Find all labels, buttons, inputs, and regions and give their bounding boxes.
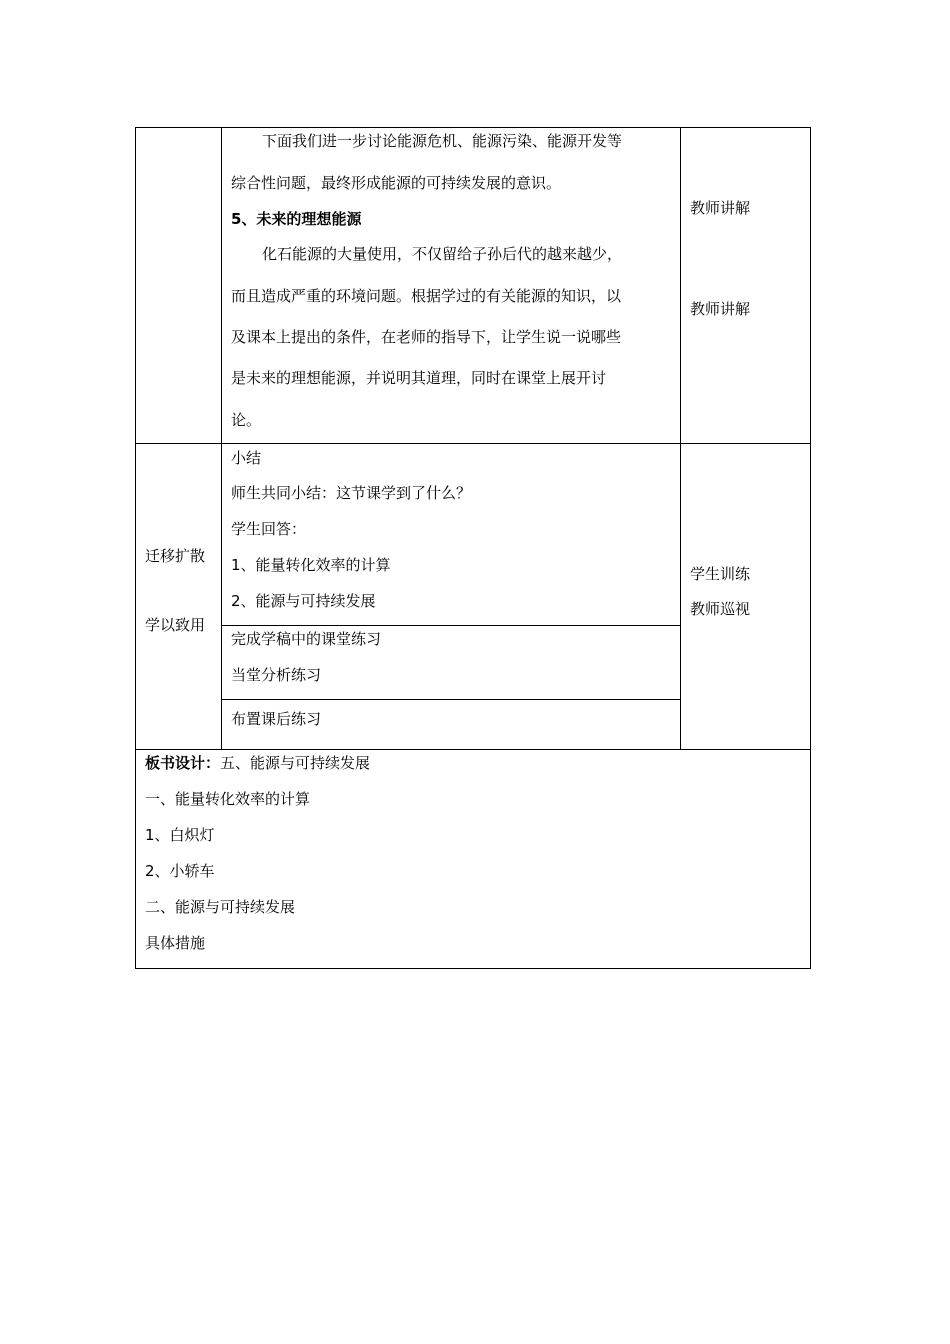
paragraph-line: 化石能源的大量使用，不仅留给子孙后代的越来越少， <box>262 245 623 263</box>
board-design-heading <box>145 753 370 773</box>
row-divider <box>135 749 811 750</box>
board-line: 二、能源与可持续发展 <box>145 898 296 916</box>
table-border-left <box>135 127 136 969</box>
row-divider <box>135 443 811 444</box>
board-design-title: 五、能源与可持续发展 <box>220 754 371 772</box>
board-line: 2、小轿车 <box>145 862 215 880</box>
teaching-note: 教师巡视 <box>690 600 751 618</box>
cell-divider <box>221 625 680 626</box>
lesson-plan-table <box>135 127 811 969</box>
column-divider <box>221 127 222 749</box>
practice-line: 当堂分析练习 <box>231 666 322 684</box>
paragraph-line: 及课本上提出的条件，在老师的指导下，让学生说一说哪些 <box>231 328 622 346</box>
board-line: 一、能量转化效率的计算 <box>145 790 311 808</box>
paragraph-line: 而且造成严重的环境问题。根据学过的有关能源的知识，以 <box>231 287 622 305</box>
section-heading: 5、未来的理想能源 <box>231 210 362 228</box>
summary-line: 学生回答： <box>231 520 307 538</box>
paragraph-line: 综合性问题，最终形成能源的可持续发展的意识。 <box>231 174 562 192</box>
table-border-top <box>135 127 811 128</box>
teaching-note: 学生训练 <box>690 565 751 583</box>
paragraph-line: 论。 <box>231 411 262 429</box>
teaching-note: 教师讲解 <box>690 300 751 318</box>
column-divider <box>680 127 681 749</box>
stage-label: 学以致用 <box>145 616 206 634</box>
board-design-label: 板书设计： <box>145 754 221 772</box>
summary-line: 小结 <box>231 449 262 467</box>
cell-divider <box>221 699 680 700</box>
stage-label: 迁移扩散 <box>145 547 206 565</box>
paragraph-line: 是未来的理想能源，并说明其道理，同时在课堂上展开讨 <box>231 369 607 387</box>
table-border-bottom <box>135 968 811 969</box>
paragraph-line: 下面我们进一步讨论能源危机、能源污染、能源开发等 <box>262 132 623 150</box>
homework-line: 布置课后练习 <box>231 710 322 728</box>
practice-line: 完成学稿中的课堂练习 <box>231 630 382 648</box>
board-line: 1、白炽灯 <box>145 826 215 844</box>
summary-line: 师生共同小结：这节课学到了什么？ <box>231 484 472 502</box>
summary-line: 2、能源与可持续发展 <box>231 592 376 610</box>
summary-line: 1、能量转化效率的计算 <box>231 556 391 574</box>
table-border-right <box>810 127 811 969</box>
teaching-note: 教师讲解 <box>690 199 751 217</box>
board-line: 具体措施 <box>145 934 206 952</box>
